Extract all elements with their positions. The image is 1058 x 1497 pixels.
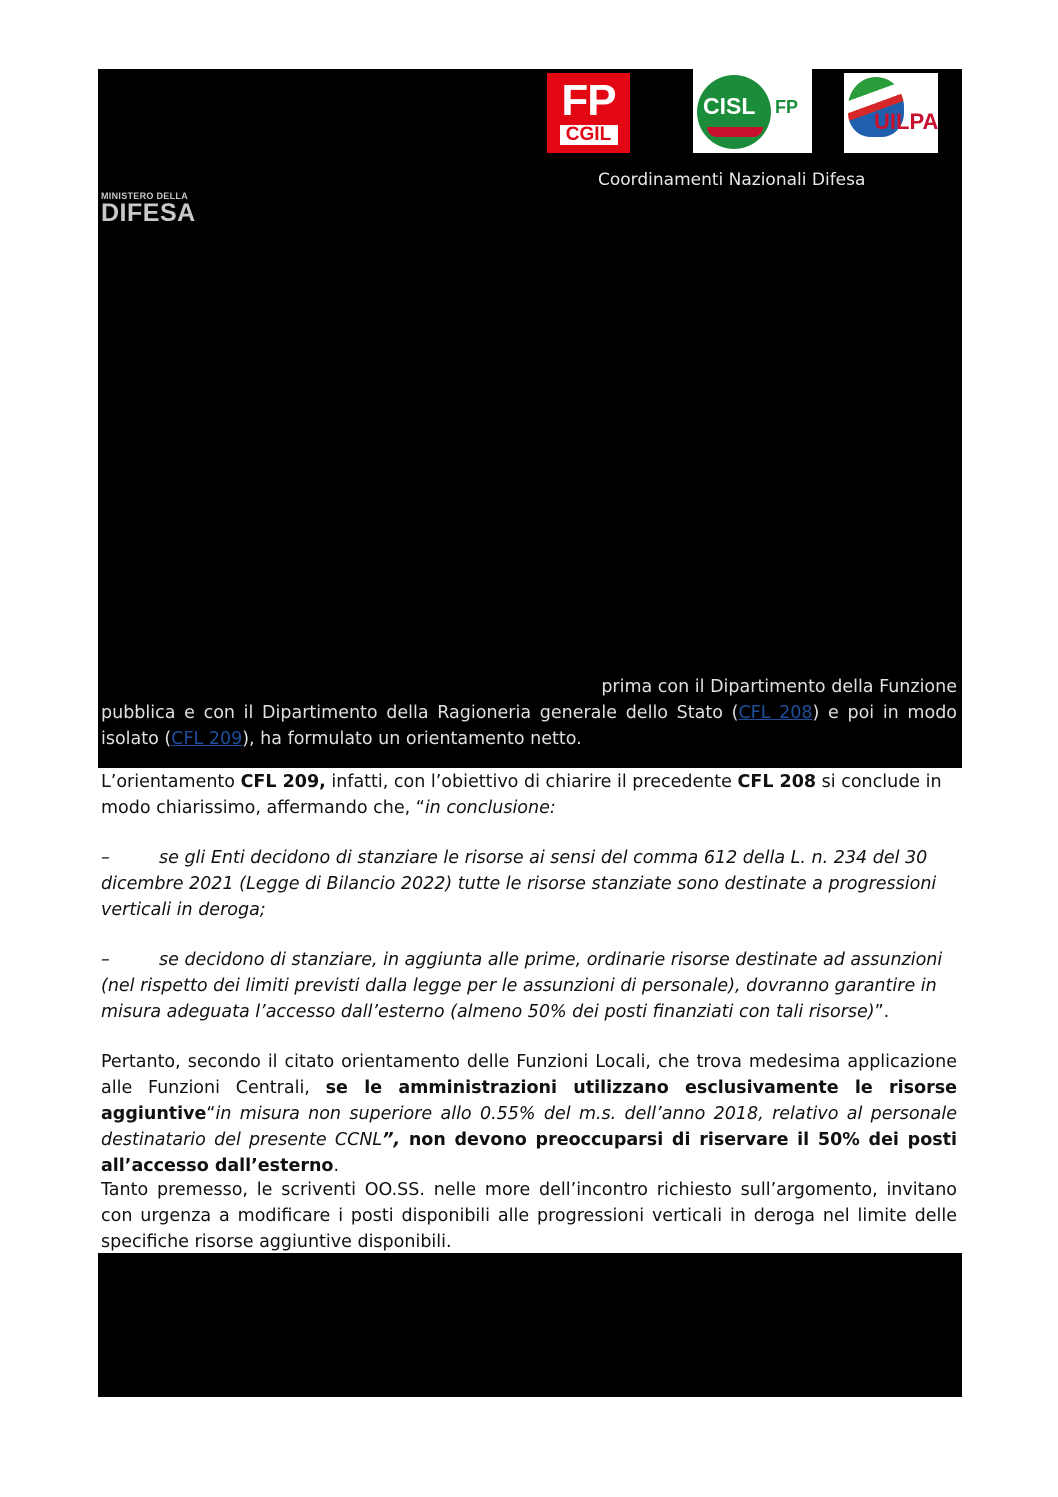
coordinamenti-heading: Coordinamenti Nazionali Difesa xyxy=(598,170,866,190)
paragraph-tanto-premesso: Tanto premesso, le scriventi OO.SS. nelle more dell’incontro richiesto sull’argomento, invitano con urgenza a modificare i posti disponibili alle progressioni verticali in deroga nel limite delle specifiche risorse aggiuntive disponibili. xyxy=(101,1180,957,1252)
para2-period: . xyxy=(333,1156,340,1176)
top-paragraph-text3: ) e poi in modo isolato ( xyxy=(101,703,958,749)
bullet-item-2 xyxy=(101,947,957,1025)
para2-text-a: Pertanto, secondo il citato orientamento delle Funzioni Locali, che trova medesima applicazione alle Funzioni Centrali, xyxy=(101,1052,957,1098)
bullet2-dash: – xyxy=(101,950,110,970)
logo-fp-text: FP xyxy=(561,76,616,125)
top-paragraph-text2: pubblica e con il Dipartimento della Ragioneria generale dello Stato ( xyxy=(101,703,739,723)
para2-close-quote: ”, xyxy=(382,1130,401,1150)
para1-text-a: L’orientamento xyxy=(101,772,241,792)
logo-uilpa-text: UILPA xyxy=(874,109,939,134)
para2-quote: “ xyxy=(206,1104,216,1124)
bullet1-dash: – xyxy=(101,848,110,868)
fp-cgil-logo xyxy=(547,73,630,153)
top-paragraph-line1: prima con il Dipartimento della Funzione xyxy=(601,677,957,697)
para2-italic-quote: in misura non superiore allo 0.55% del m.s. dell’anno 2018, relativo al personale destinatario del presente CCNL xyxy=(101,1104,957,1150)
cisl-fp-logo xyxy=(693,69,812,153)
ministero-difesa-logo xyxy=(101,191,196,225)
top-paragraph xyxy=(101,674,957,752)
logo-cisl-fp-text: FP xyxy=(775,97,799,117)
ministero-big-text: DIFESA xyxy=(101,199,196,227)
bullet2-end: ”. xyxy=(874,1002,890,1022)
para2-bold-risorse: se le amministrazioni utilizzano esclusivamente le risorse aggiuntive xyxy=(101,1078,958,1124)
bullet-item-1 xyxy=(101,845,957,923)
bullet2-text: se decidono di stanziare, in aggiunta alle prime, ordinarie risorse destinate ad assunzioni (nel rispetto dei limiti previsti dalla legge per le assunzioni di personale), dovranno garantire in misura adeguata l’accesso dall’esterno (almeno 50% dei posti finanziati con tali risorse) xyxy=(101,950,943,1022)
uilpa-logo xyxy=(844,73,938,153)
cisl-red-shape xyxy=(707,127,763,137)
bullet1-text: se gli Enti decidono di stanziare le risorse ai sensi del comma 612 della L. n. 234 del 30 dicembre 2021 (Legge di Bilancio 2022) tutte le risorse stanziate sono destinate a progressioni verticali in deroga; xyxy=(101,848,937,920)
cfl-209-link[interactable]: CFL 209 xyxy=(171,729,243,749)
para1-text-e: si conclude in modo chiarissimo, affermando che, “ xyxy=(101,772,942,818)
ministero-small-text: MINISTERO DELLA xyxy=(101,191,188,201)
para2-bold-conclusion: non devono preoccuparsi di riservare il 50% dei posti all’accesso dall’esterno xyxy=(101,1130,957,1176)
paragraph-orientamento xyxy=(101,769,957,821)
logo-cisl-text: CISL xyxy=(703,93,756,119)
para1-bold-cfl209: CFL 209, xyxy=(240,772,326,792)
paragraph-pertanto xyxy=(101,1049,957,1179)
cfl-208-link[interactable]: CFL 208 xyxy=(738,703,813,723)
logo-cgil-text: CGIL xyxy=(560,125,618,145)
para1-bold-cfl208: CFL 208 xyxy=(737,772,817,792)
para1-text-c: infatti, con l’obiettivo di chiarire il precedente xyxy=(325,772,738,792)
top-paragraph-text4: ), ha formulato un orientamento netto. xyxy=(242,729,582,749)
redacted-block-bottom xyxy=(98,1253,962,1397)
para1-italic-conclusione: in conclusione: xyxy=(424,798,556,818)
